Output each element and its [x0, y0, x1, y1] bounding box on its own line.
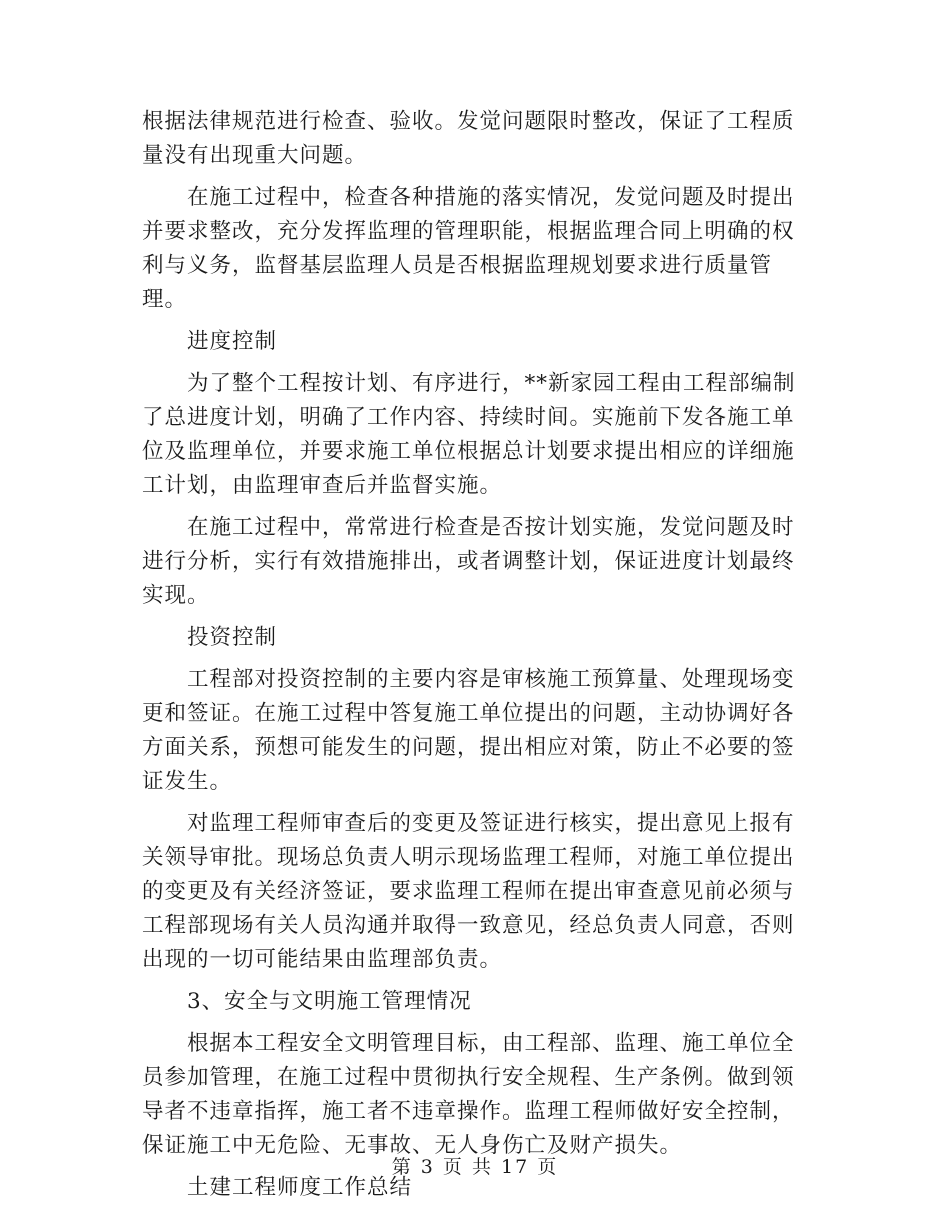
paragraph-quality-supervision: 在施工过程中，检查各种措施的落实情况，发觉问题及时提出并要求整改，充分发挥监理的管理职能，根据监理合同上明确的权利与义务，监督基层监理人员是否根据监理规划要求进行质量管理。: [142, 185, 795, 312]
heading-safety-management: 3、安全与文明施工管理情况: [187, 989, 472, 1014]
heading-schedule-control: 进度控制: [187, 329, 278, 354]
paragraph-safety-goals: 根据本工程安全文明管理目标，由工程部、监理、施工单位全员参加管理，在施工过程中贯彻执行安全规程、生产条例。做到领导者不违章指挥，施工者不违章操作。监理工程师做好安全控制，保证施工中无危险、无事故、无人身伤亡及财产损失。: [142, 1031, 795, 1158]
page-number-footer: 第 3 页 共 17 页: [391, 1156, 559, 1178]
heading-investment-control: 投资控制: [187, 625, 278, 650]
paragraph-schedule-plan: 为了整个工程按计划、有序进行，**新家园工程由工程部编制了总进度计划，明确了工作内容、持续时间。实施前下发各施工单位及监理单位，并要求施工单位根据总计划要求提出相应的详细施工计划，由监理审查后并监督实施。: [142, 371, 796, 498]
paragraph-schedule-check: 在施工过程中，常常进行检查是否按计划实施，发觉问题及时进行分析，实行有效措施排出，或者调整计划，保证进度计划最终实现。: [142, 515, 795, 608]
paragraph-quality-inspection: 根据法律规范进行检查、验收。发觉问题限时整改，保证了工程质量没有出现重大问题。: [142, 109, 795, 168]
heading-annual-summary: 土建工程师度工作总结: [187, 1175, 413, 1200]
paragraph-investment-content: 工程部对投资控制的主要内容是审核施工预算量、处理现场变更和签证。在施工过程中答复施工单位提出的问题，主动协调好各方面关系，预想可能发生的问题，提出相应对策，防止不必要的签证发生。: [142, 667, 795, 794]
document-body: [142, 105, 814, 1205]
paragraph-change-verification: 对监理工程师审查后的变更及签证进行核实，提出意见上报有关领导审批。现场总负责人明示现场监理工程师，对施工单位提出的变更及有关经济签证，要求监理工程师在提出审查意见前必须与工程部现场有关人员沟通并取得一致意见，经总负责人同意，否则出现的一切可能结果由监理部负责。: [142, 811, 795, 972]
